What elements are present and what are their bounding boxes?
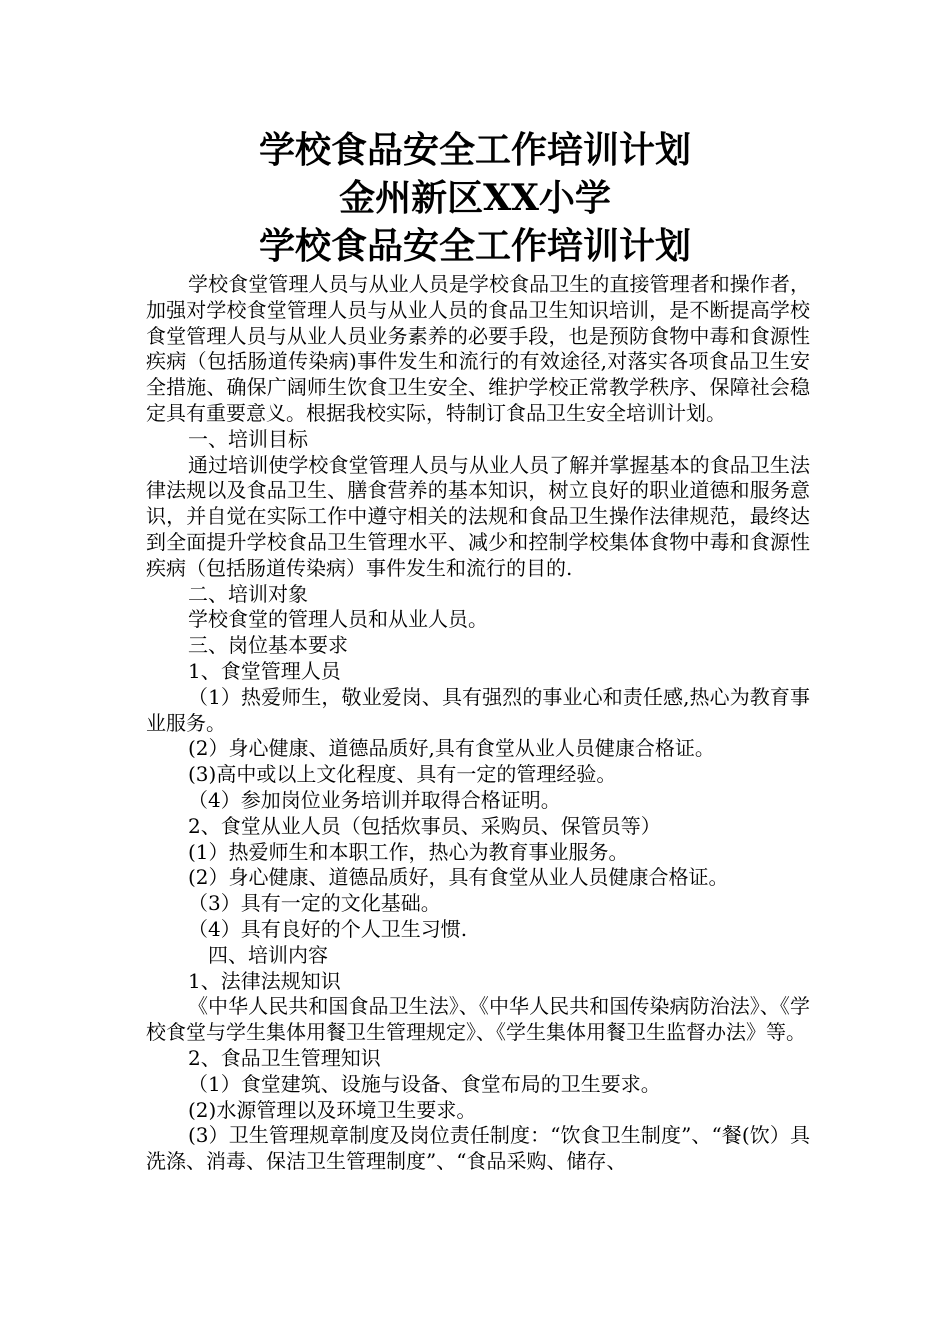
list-item: (2）身心健康、道德品质好，具有食堂从业人员健康合格证。 — [188, 865, 729, 890]
document-title: 学校食品安全工作培训计划 — [258, 129, 691, 171]
list-item: （1）热爱师生，敬业爱岗、具有强烈的事业心和责任感,热心为教育事业服务。 — [146, 684, 810, 735]
intro-paragraph: 学校食堂管理人员与从业人员是学校食品卫生的直接管理者和操作者，加强对学校食堂管理人员与从业人员的食品卫生知识培训，是不断提高学校食堂管理人员与从业人员业务素养的必要手段，也是预防食物中毒和食源性疾病（包括肠道传染病)事件发生和流行的有效途径,对落实各项食品卫生安全措施、确保广阔师生饮食卫生安全、维护学校正常教学秩序、保障社会稳定具有重要意义。根据我校实际，特制订食品卫生安全培训计划。 — [146, 272, 810, 425]
list-item: （4）参加岗位业务培训并取得合格证明。 — [188, 787, 561, 812]
goals-paragraph: 通过培训使学校食堂管理人员与从业人员了解并掌握基本的食品卫生法律法规以及食品卫生、膳食营养的基本知识，树立良好的职业道德和服务意识，并自觉在实际工作中遵守相关的法规和食品卫生操作法律规范，最终达到全面提升学校食品卫生管理水平、减少和控制学校集体食物中毒和食源性疾病（包括肠道传染病）事件发生和流行的目的. — [146, 452, 810, 580]
laws-paragraph: 《中华人民共和国食品卫生法》、《中华人民共和国传染病防治法》、《学校食堂与学生集体用餐卫生管理规定》、《学生集体用餐卫生监督办法》等。 — [146, 994, 810, 1045]
list-item: (2)水源管理以及环境卫生要求。 — [188, 1097, 477, 1122]
list-item: （4）具有良好的个人卫生习惯. — [188, 916, 468, 941]
subheading-hygiene-management: 2、食品卫生管理知识 — [188, 1045, 381, 1070]
document-body — [146, 272, 810, 1175]
list-item: (3)高中或以上文化程度、具有一定的管理经验。 — [188, 762, 617, 787]
subheading-managers: 1、食堂管理人员 — [188, 658, 341, 683]
school-name-title: 金州新区XX小学 — [339, 177, 611, 219]
subheading-staff: 2、食堂从业人员（包括炊事员、采购员、保管员等） — [188, 813, 661, 838]
list-item: (2）身心健康、道德品质好,具有食堂从业人员健康合格证。 — [188, 736, 715, 761]
list-item: （1）食堂建筑、设施与设备、食堂布局的卫生要求。 — [188, 1071, 661, 1096]
list-item: （3）具有一定的文化基础。 — [188, 891, 441, 916]
section-heading-goals: 一、培训目标 — [188, 426, 308, 451]
title-block — [0, 126, 950, 270]
list-item: (1）热爱师生和本职工作，热心为教育事业服务。 — [188, 839, 629, 864]
section-heading-audience: 二、培训对象 — [188, 581, 308, 606]
subheading-laws: 1、法律法规知识 — [188, 968, 341, 993]
list-item: (3）卫生管理规章制度及岗位责任制度：“饮食卫生制度”、“餐(饮）具洗涤、消毒、保洁卫生管理制度”、“食品采购、储存、 — [146, 1123, 810, 1174]
section-heading-requirements: 三、岗位基本要求 — [188, 633, 348, 658]
audience-paragraph: 学校食堂的管理人员和从业人员。 — [188, 607, 488, 632]
section-heading-content: 四、培训内容 — [208, 942, 328, 967]
plan-title: 学校食品安全工作培训计划 — [258, 225, 691, 267]
